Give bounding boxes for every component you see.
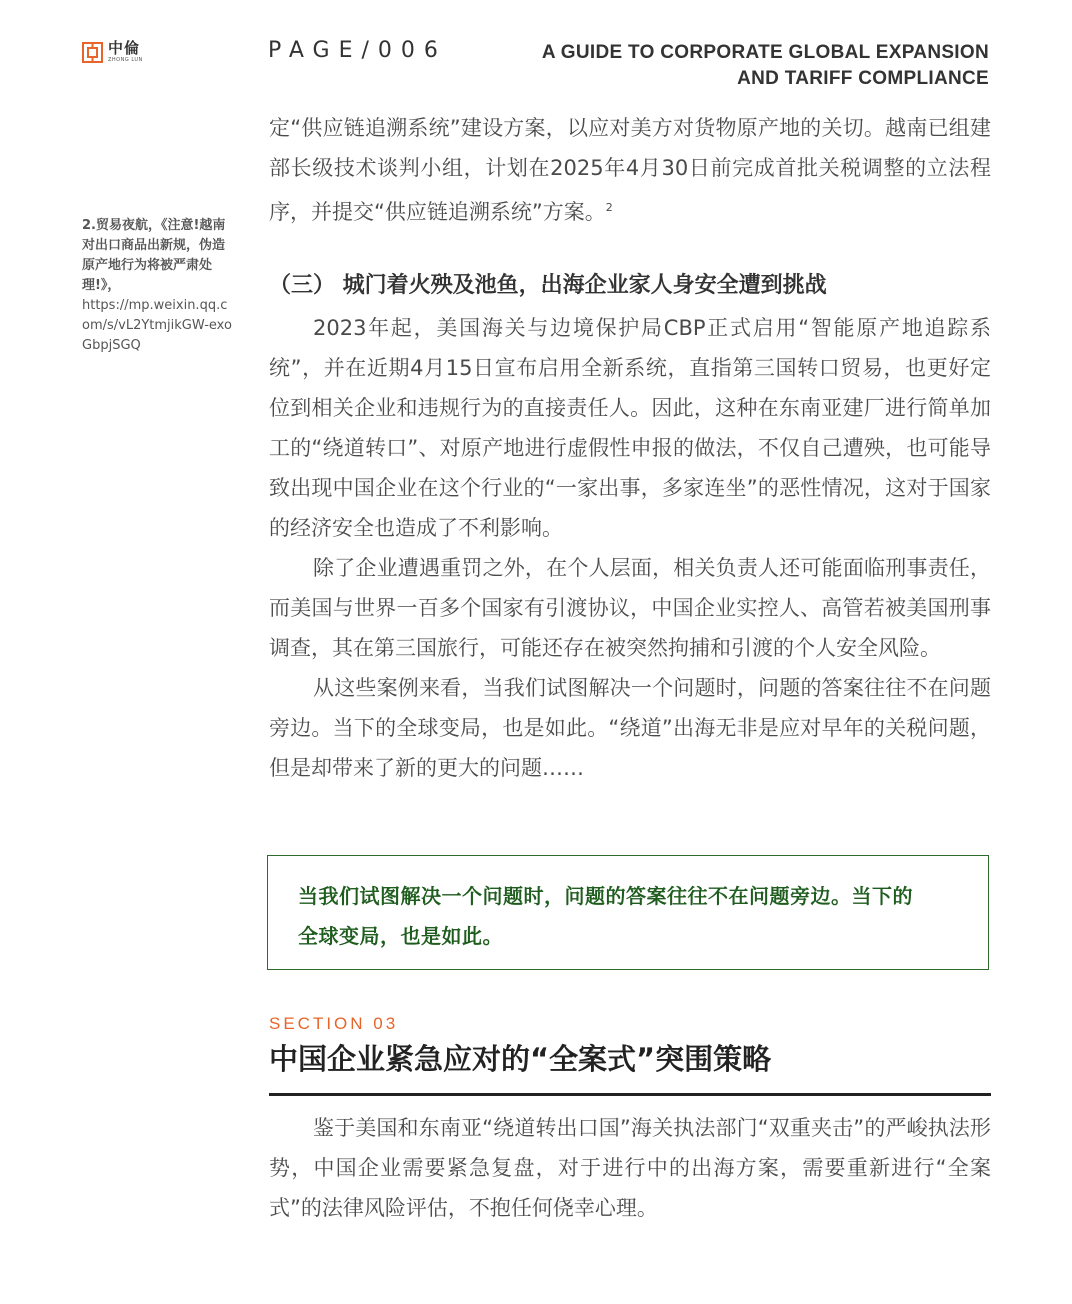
main-content xyxy=(269,108,991,232)
footnote xyxy=(82,216,232,356)
zhonglun-logo-icon xyxy=(82,42,103,63)
guide-title xyxy=(542,40,989,92)
footnote-title: 2.贸易夜航，《注意!越南对出口商品出新规，伪造原产地行为将被严肃处理!》， xyxy=(82,218,226,293)
section-paragraph-1: 鉴于美国和东南亚“绕道转出口国”海关执法部门“双重夹击”的严峻执法形势，中国企业需要紧急复盘，对于进行中的出海方案，需要重新进行“全案式”的法律风险评估，不抱任何侥幸心理。 xyxy=(269,1116,991,1220)
section-body xyxy=(269,1108,991,1228)
body-paragraph-2: 除了企业遭遇重罚之外，在个人层面，相关负责人还可能面临刑事责任，而美国与世界一百多个国家有引渡协议，中国企业实控人、高管若被美国刑事调查，其在第三国旅行，可能还存在被突然拘捕和引渡的个人安全风险。 xyxy=(269,556,991,660)
subsection-body xyxy=(269,308,991,788)
intro-paragraph xyxy=(269,108,991,232)
logo-chinese: 中倫 xyxy=(108,39,141,57)
pull-quote xyxy=(267,855,989,970)
logo xyxy=(82,41,143,63)
footnote-ref[interactable]: 2 xyxy=(605,201,613,214)
section-title: 中国企业紧急应对的“全案式”突围策略 xyxy=(269,1042,772,1076)
guide-title-line1: A GUIDE TO CORPORATE GLOBAL EXPANSION xyxy=(541,42,989,63)
page-number: PAGE/006 xyxy=(268,38,447,63)
section-divider xyxy=(269,1093,991,1096)
pull-quote-line2: 全球变局，也是如此。 xyxy=(298,924,503,948)
section-label: SECTION 03 xyxy=(269,1014,399,1033)
pull-quote-line1: 当我们试图解决一个问题时，问题的答案往往不在问题旁边。当下的 xyxy=(298,884,913,908)
logo-english: ZHONG LUN xyxy=(108,57,143,63)
footnote-url[interactable]: https://mp.weixin.qq.com/s/vL2YtmjikGW-exoGbpjSGQ xyxy=(82,298,232,353)
body-paragraph-1: 2023年起，美国海关与边境保护局CBP正式启用“智能原产地追踪系统”，并在近期4月15日宣布启用全新系统，直指第三国转口贸易，也更好定位到相关企业和违规行为的直接责任人。因此，这种在东南亚建厂进行简单加工的“绕道转口”、对原产地进行虚假性申报的做法，不仅自己遭殃，也可能导致出现中国企业在这个行业的“一家出事，多家连坐”的恶性情况，这对于国家的经济安全也造成了不利影响。 xyxy=(269,316,991,540)
subsection-heading: （三） 城门着火殃及池鱼，出海企业家人身安全遭到挑战 xyxy=(269,273,827,298)
guide-title-line2: AND TARIFF COMPLIANCE xyxy=(737,68,989,89)
intro-text: 定“供应链追溯系统”建设方案，以应对美方对货物原产地的关切。越南已组建部长级技术谈判小组，计划在2025年4月30日前完成首批关税调整的立法程序，并提交“供应链追溯系统”方案。 xyxy=(269,116,991,224)
body-paragraph-3: 从这些案例来看，当我们试图解决一个问题时，问题的答案往往不在问题旁边。当下的全球变局，也是如此。“绕道”出海无非是应对早年的关税问题，但是却带来了新的更大的问题…… xyxy=(269,676,991,780)
